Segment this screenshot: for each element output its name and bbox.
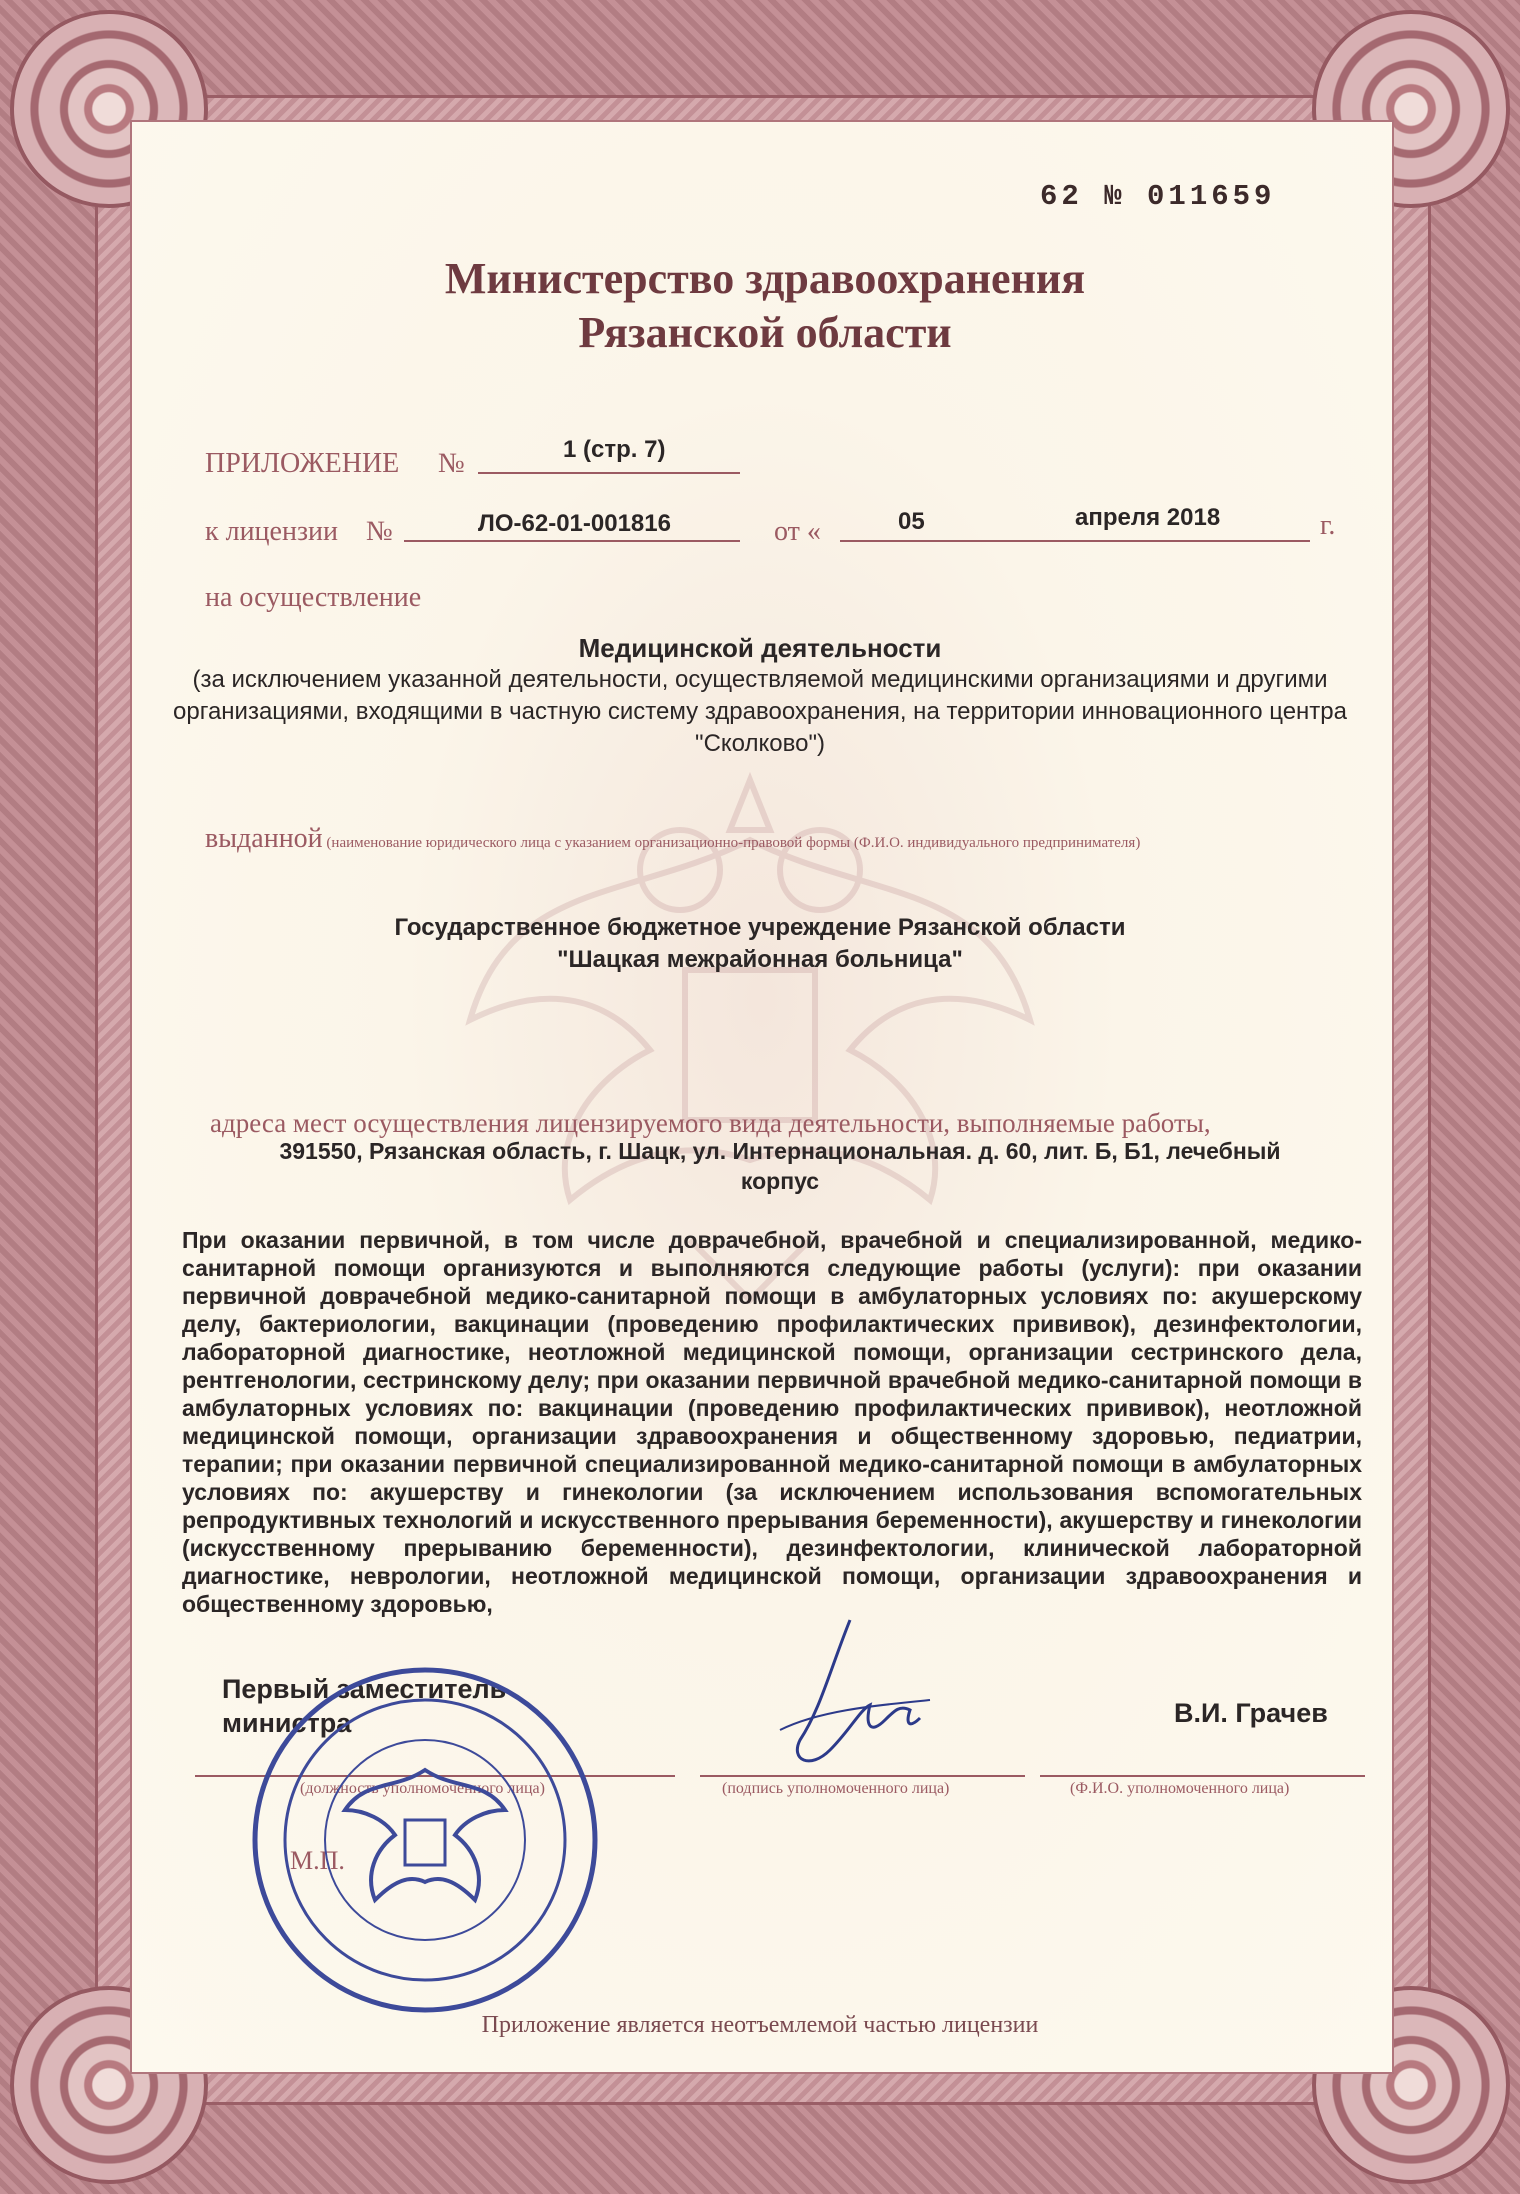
name-caption: (Ф.И.О. уполномоченного лица)	[1070, 1780, 1290, 1797]
position-line-2: министра	[222, 1708, 352, 1738]
license-number-sign: №	[366, 516, 393, 547]
form-serial-number: 62 № 011659	[1040, 180, 1276, 213]
license-day-value: 05	[898, 508, 925, 535]
ministry-line-2: Рязанской области	[578, 308, 952, 357]
license-month-year-value: апреля 2018	[1075, 504, 1221, 531]
issued-to-block	[205, 823, 1355, 854]
issuing-authority-title	[230, 252, 1300, 360]
position-caption: (должность уполномоченного лица)	[300, 1780, 545, 1797]
seal-place-label: М.П.	[290, 1846, 345, 1875]
appendix-label: ПРИЛОЖЕНИЕ	[205, 448, 400, 479]
organization-line-2: "Шацкая межрайонная больница"	[557, 946, 963, 973]
organization-line-1: Государственное бюджетное учреждение Рязанской области	[394, 914, 1126, 941]
license-number-value: ЛО-62-01-001816	[478, 510, 671, 537]
license-date-from-label: от «	[774, 516, 821, 547]
footer-note: Приложение является неотъемлемой частью лицензии	[481, 2012, 1039, 2038]
handwritten-signature-icon	[760, 1610, 940, 1790]
address-value	[200, 1136, 1360, 1196]
signature-caption: (подпись уполномоченного лица)	[722, 1780, 950, 1797]
official-seal-icon	[245, 1660, 605, 2020]
position-line-1: Первый заместитель	[222, 1674, 507, 1704]
address-label: адреса мест осуществления лицензируемого вида деятельности, выполняемые работы,	[210, 1108, 1211, 1138]
services-list-text: При оказании первичной, в том числе доврачебной, врачебной и специализированной, медико-санитарной помощи организуются и выполняются следующие работы (услуги): при оказании первичной доврачебной медико-санитарной помощи в амбулаторных условиях по: акушерскому делу, бактериологии, вакцинации (проведению профилактических прививок), дезинфектологии, лабораторной диагностике, неотложной медицинской помощи, организации сестринского дела, рентгенологии, сестринскому делу; при оказании первичной врачебной медико-санитарной помощи в амбулаторных условиях по: вакцинации (проведению профилактических прививок), неотложной медицинской помощи, организации здравоохранения и общественному здоровью, педиатрии, терапии; при оказании первичной специализированной медико-санитарной помощи в амбулаторных условиях по: акушерству и гинекологии (за исключением использования вспомогательных репродуктивных технологий и искусственного прерывания беременности), акушерству и гинекологии (искусственному прерыванию беременности), дезинфектологии, клинической лабораторной диагностике, неврологии, неотложной медицинской помощи, организации здравоохранения и общественному здоровью,	[182, 1227, 1362, 1617]
address-line-1: 391550, Рязанская область, г. Шацк, ул. Интернациональная. д. 60, лит. Б, Б1, лечебный	[279, 1138, 1281, 1164]
activity-block	[160, 632, 1360, 760]
appendix-number-value: 1 (стр. 7)	[563, 436, 666, 463]
signatory-name: В.И. Грачев	[1174, 1698, 1328, 1728]
activity-note: (за исключением указанной деятельности, осуществляемой медицинскими организациями и другими организациями, входящими в частную систему здравоохранения, на территории инновационного центра "Сколково")	[173, 666, 1347, 757]
organization-name	[160, 912, 1360, 976]
name-underline	[1040, 1745, 1365, 1777]
address-line-2: корпус	[740, 1168, 820, 1194]
ministry-line-1: Министерство здравоохранения	[444, 254, 1086, 303]
issued-to-label: выданной	[205, 823, 323, 854]
activity-title: Медицинской деятельности	[578, 633, 942, 663]
license-year-suffix: г.	[1320, 510, 1336, 541]
issued-to-hint: (наименование юридического лица с указанием организационно-правовой формы (Ф.И.О. индивидуального предпринимателя)	[326, 835, 1141, 851]
license-label: к лицензии	[205, 516, 338, 547]
appendix-number-sign: №	[438, 448, 465, 479]
purpose-label: на осуществление	[205, 582, 422, 613]
